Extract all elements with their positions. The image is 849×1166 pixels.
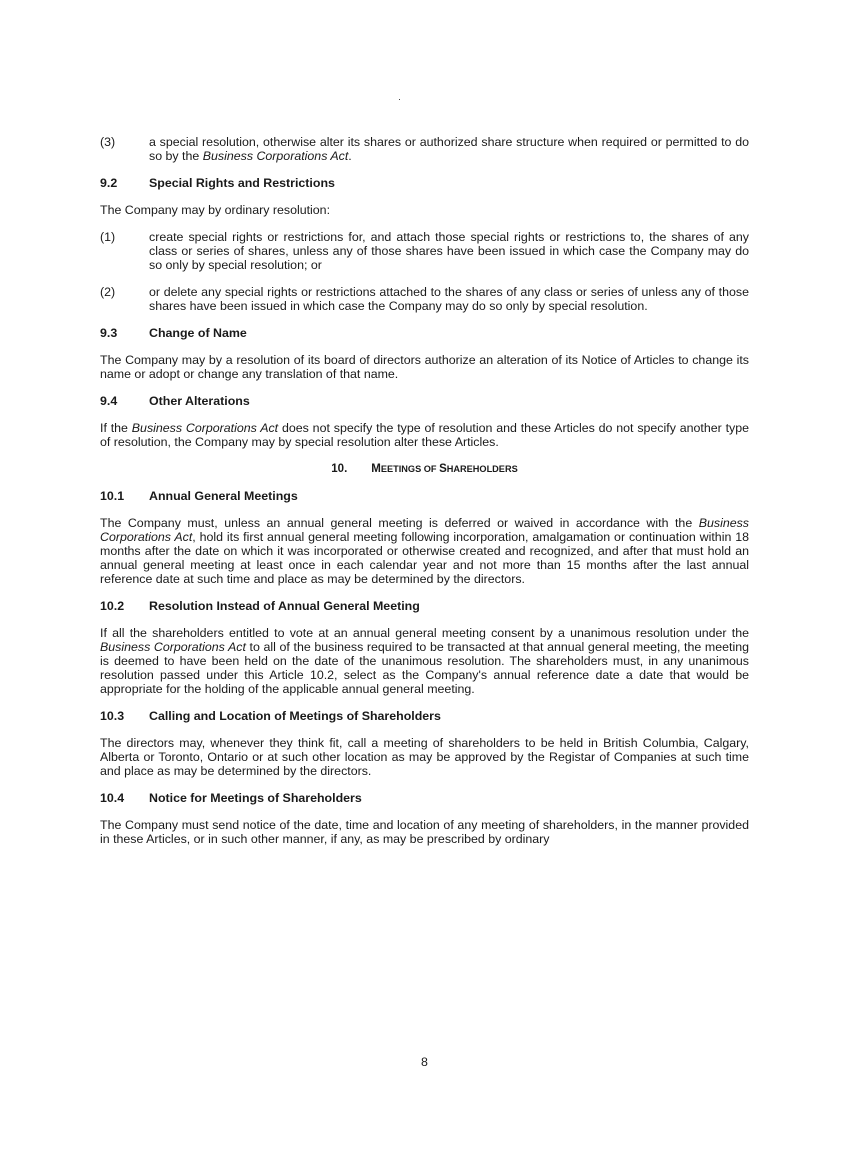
heading-9-3 [100,326,749,340]
paragraph-10-3: The directors may, whenever they think fit, call a meeting of shareholders to be held in British Columbia, Calgary, Alberta or Toronto, Ontario or at such other location as may be approved by the Registar of Companies at such time and place as may be determined by the directors. [100,736,749,778]
heading-number: 9.4 [100,394,118,408]
page-number: 8 [421,1055,428,1069]
paragraph-10-4: The Company must send notice of the date, time and location of any meeting of shareholders, in the manner provided in these Articles, or in such other manner, if any, as may be prescribed by ordinary [100,818,749,846]
heading-title: Resolution Instead of Annual General Meeting [149,599,420,613]
clause-9-2-item-1 [100,230,749,272]
paragraph-9-4: If the Business Corporations Act does not specify the type of resolution and these Articles do not specify another type of resolution, the Company may by special resolution alter these Articles. [100,421,750,449]
heading-title: Special Rights and Restrictions [149,176,335,190]
section-number: 10. [331,463,348,475]
heading-number: 10.2 [100,599,125,613]
heading-number: 10.4 [100,791,125,805]
paragraph-9-3: The Company may by a resolution of its board of directors authorize an alteration of its Notice of Articles to change its name or adopt or change any translation of that name. [100,353,749,381]
item-number: (3) [100,135,116,149]
scan-dot-mark [399,99,400,100]
heading-title: Change of Name [149,326,247,340]
page-content [100,135,749,846]
heading-title: Other Alterations [149,394,250,408]
item-number: (1) [100,230,116,244]
clause-9-2-item-2 [100,285,749,313]
section-10-title: 10. MEETINGS OF SHAREHOLDERS [331,463,518,475]
heading-10-4 [100,791,749,805]
heading-number: 10.1 [100,489,125,503]
paragraph-10-1: The Company must, unless an annual general meeting is deferred or waived in accordance with the Business Corporations Act, hold its first annual general meeting following incorporation, amalgamation or continuation within 18 months after the date on which it was incorporated or otherwise created and recognized, and after that must hold an annual general meeting at least once in each calendar year and not more than 15 months after the last annual reference date at such time and place as may be determined by the directors. [100,516,749,586]
heading-number: 10.3 [100,709,125,723]
heading-number: 9.3 [100,326,118,340]
heading-title: Annual General Meetings [149,489,298,503]
document-page [100,0,749,1166]
item-text: create special rights or restrictions for, and attach those special rights or restrictions to, the shares of any class or series of shares, unless any of those shares have been issued in which case the Company may do so only by special resolution; or [149,230,749,272]
heading-number: 9.2 [100,176,118,190]
heading-title: Calling and Location of Meetings of Shareholders [149,709,441,723]
paragraph-9-2-intro: The Company may by ordinary resolution: [100,203,331,217]
heading-10-3 [100,709,749,723]
paragraph-10-2: If all the shareholders entitled to vote at an annual general meeting consent by a unanimous resolution under the Business Corporations Act to all of the business required to be transacted at that annual general meeting, the meeting is deemed to have been held on the date of the unanimous resolution. The shareholders must, in any unanimous resolution passed under this Article 10.2, select as the Company's annual reference date a date that would be appropriate for the holding of the applicable annual general meeting. [100,626,749,696]
heading-title: Notice for Meetings of Shareholders [149,791,362,805]
item-text: or delete any special rights or restrictions attached to the shares of any class or series of unless any of those shares have been issued in which case the Company may do so only by special resolution. [149,285,749,313]
item-text: a special resolution, otherwise alter its shares or authorized share structure when required or permitted to do so by the Business Corporations Act. [149,135,749,163]
clause-9-1-item-3 [100,135,749,163]
heading-9-4 [100,394,749,408]
item-number: (2) [100,285,116,299]
heading-10-2 [100,599,749,613]
heading-10-1 [100,489,749,503]
heading-9-2 [100,176,749,190]
